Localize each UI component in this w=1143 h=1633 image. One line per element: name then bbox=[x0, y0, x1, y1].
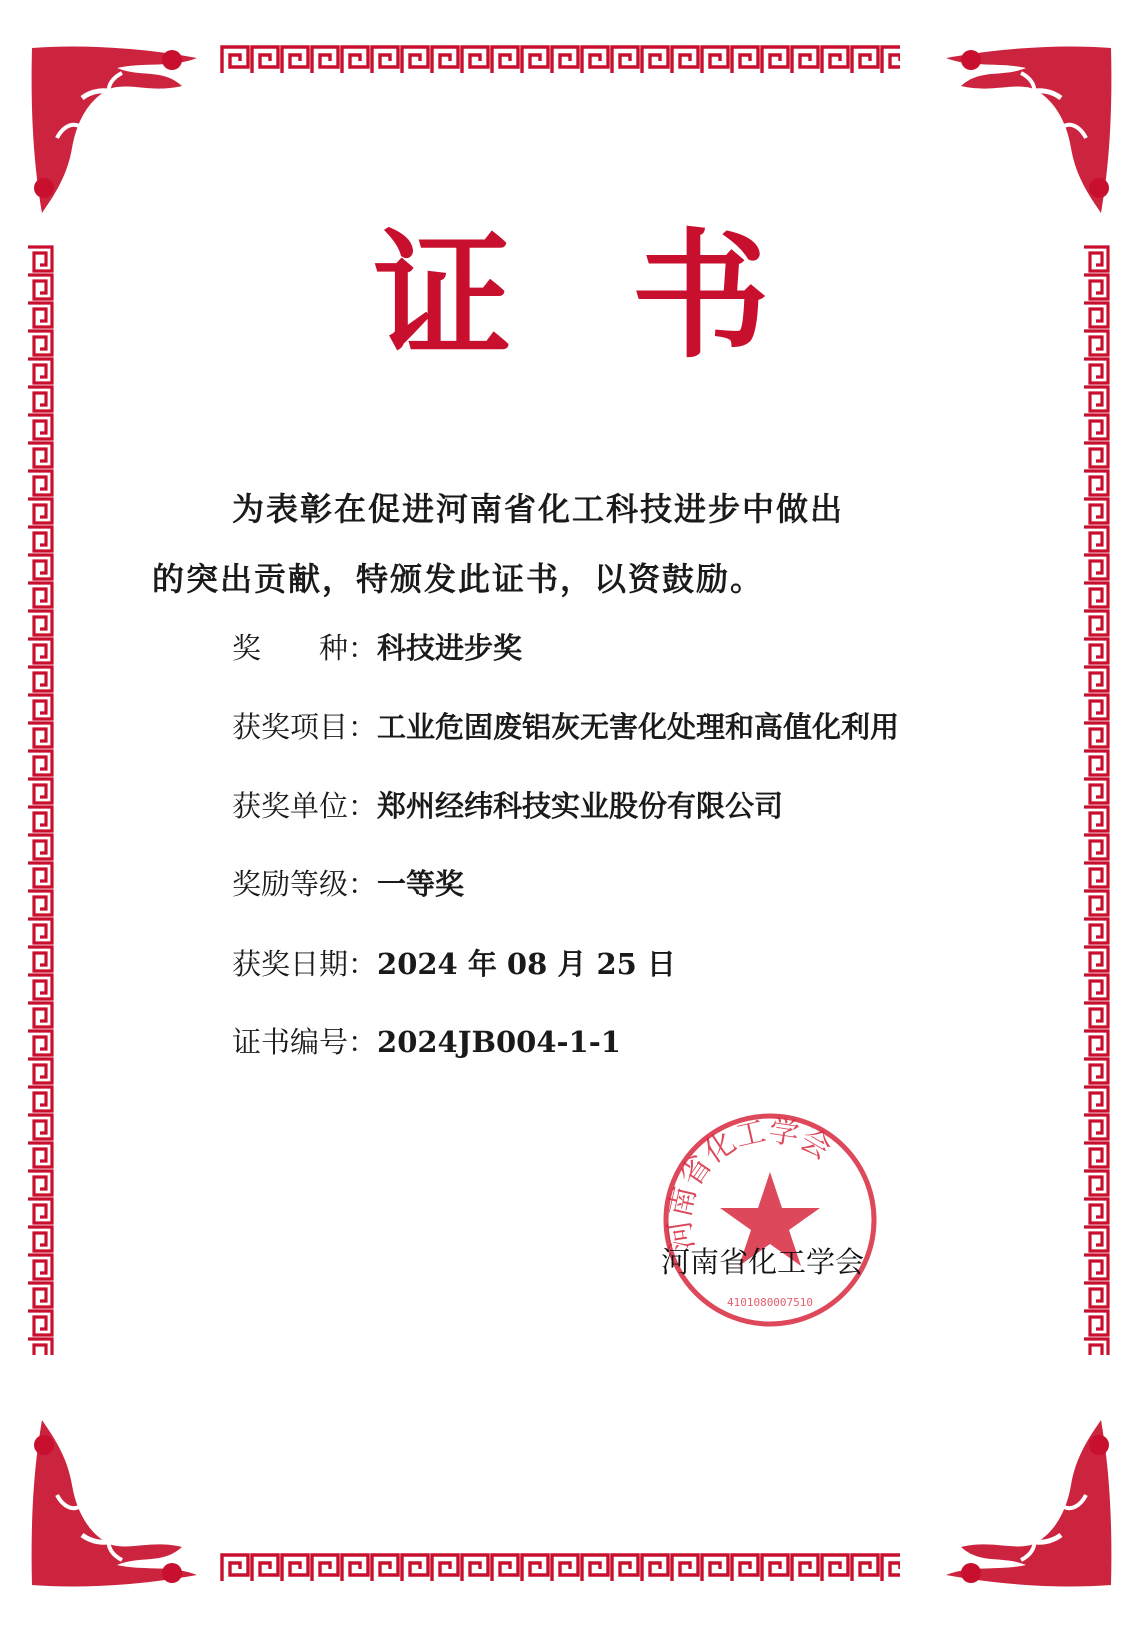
field-value: 一等奖 bbox=[377, 867, 465, 901]
field-value: 科技进步奖 bbox=[377, 631, 523, 665]
corner-ornament-icon bbox=[936, 38, 1121, 223]
official-seal-icon bbox=[660, 1110, 880, 1330]
intro-line-1: 为表彰在促进河南省化工科技进步中做出 bbox=[232, 490, 845, 528]
svg-text:河南省化工学会 bbox=[662, 1114, 837, 1253]
field-value: 2024 年 08 月 25 日 bbox=[377, 947, 676, 981]
field-project bbox=[232, 705, 899, 746]
field-label: 获奖日期： bbox=[232, 947, 378, 981]
left-border-pattern bbox=[26, 245, 54, 1355]
right-border-pattern bbox=[1082, 245, 1110, 1355]
field-organization bbox=[232, 784, 783, 825]
field-label: 证书编号： bbox=[232, 1025, 378, 1059]
top-border-pattern bbox=[220, 45, 900, 75]
corner-ornament-icon bbox=[936, 1410, 1121, 1595]
corner-ornament-icon bbox=[22, 38, 207, 223]
corner-ornament-icon bbox=[22, 1410, 207, 1595]
certificate-title: 证书 bbox=[373, 216, 890, 377]
field-label: 奖励等级： bbox=[232, 867, 378, 901]
field-value: 2024JB004-1-1 bbox=[377, 1025, 621, 1059]
field-certificate-number bbox=[232, 1020, 621, 1061]
field-value: 工业危固废铝灰无害化处理和高值化利用 bbox=[377, 710, 900, 744]
field-value: 郑州经纬科技实业股份有限公司 bbox=[377, 789, 784, 823]
field-award-type bbox=[232, 626, 522, 667]
field-award-date bbox=[232, 942, 676, 983]
field-award-level bbox=[232, 862, 464, 903]
seal-text: 河南省化工学会 bbox=[662, 1113, 838, 1253]
issuer-name: 河南省化工学会 bbox=[661, 1245, 865, 1279]
bottom-border-pattern bbox=[220, 1553, 900, 1583]
field-label: 奖 种： bbox=[232, 631, 378, 665]
intro-line-2: 的突出贡献，特颁发此证书，以资鼓励。 bbox=[152, 560, 765, 598]
seal-number: 4101080007510 bbox=[726, 1296, 814, 1309]
field-label: 获奖单位： bbox=[232, 789, 378, 823]
field-label: 获奖项目： bbox=[232, 710, 378, 744]
